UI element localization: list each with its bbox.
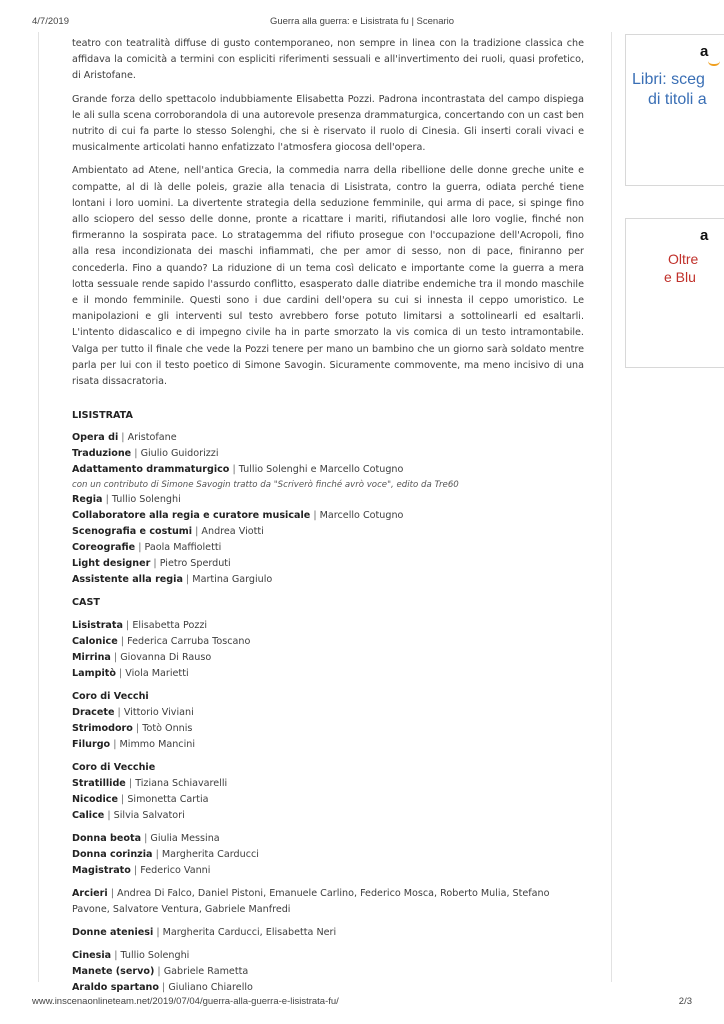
right-divider: [611, 32, 612, 982]
credit-line: Coreografie | Paola Maffioletti: [72, 542, 222, 554]
cast-role: Nicodice: [72, 794, 118, 806]
print-date: 4/7/2019: [32, 16, 69, 27]
cast-line: Cinesia | Tullio Solenghi: [72, 950, 190, 962]
sidebar-ad-books[interactable]: [625, 34, 724, 186]
ad-text: Libri: sceg: [632, 71, 705, 88]
coro-vecchie-group: [72, 760, 584, 824]
credit-name: Aristofane: [127, 432, 177, 444]
credit-line: Scenografia e costumi | Andrea Viotti: [72, 526, 264, 538]
credit-name: Paola Maffioletti: [144, 542, 222, 554]
left-divider: [38, 32, 39, 982]
cast-role: Calonice: [72, 636, 118, 648]
amazon-smile-icon: [708, 61, 720, 66]
cast-others-group: [72, 831, 584, 879]
cast-role: Filurgo: [72, 739, 111, 751]
print-title: Guerra alla guerra: e Lisistrata fu | Scenario: [269, 16, 455, 27]
coro-vecchi-group: [72, 689, 584, 753]
credit-line: Light designer | Pietro Sperduti: [72, 558, 231, 570]
coro-vecchie-title: Coro di Vecchie: [72, 762, 156, 774]
cast-name: Margherita Carducci: [161, 849, 259, 861]
cast-name: Tullio Solenghi: [120, 950, 190, 962]
cast-main-group: [72, 618, 584, 682]
credits-heading: LISISTRATA: [72, 410, 133, 422]
cast-role: Dracete: [72, 707, 115, 719]
cast-role: Stratillide: [72, 778, 126, 790]
cast-role: Manete (servo): [72, 966, 155, 978]
cast-role: Araldo spartano: [72, 982, 159, 994]
credit-role: Adattamento drammaturgico: [72, 464, 230, 476]
cast-line: Magistrato | Federico Vanni: [72, 865, 211, 877]
print-header: [0, 0, 724, 30]
cast-name: Giuliano Chiarello: [168, 982, 253, 994]
credit-line: Adattamento drammaturgico | Tullio Solenghi e Marcello Cotugno: [72, 464, 404, 476]
credit-role: Light designer: [72, 558, 151, 570]
ad-text: e Blu: [664, 269, 696, 285]
sidebar-ad-bluray[interactable]: [625, 218, 724, 368]
credit-role: Traduzione: [72, 448, 132, 460]
cast-role: Arcieri: [72, 888, 108, 900]
cast-name: Simonetta Cartia: [127, 794, 209, 806]
article-paragraph: teatro con teatralità diffuse di gusto contemporaneo, non sempre in linea con la tradizione classica che affidava la comicità a termini con espliciti riferimenti sessuali e all'invertimento dei ruoli, quasi profetico, di Aristofane.: [72, 38, 584, 82]
cast-group: [72, 595, 584, 611]
cast-line: Araldo spartano | Giuliano Chiarello: [72, 982, 253, 994]
credit-name: Andrea Viotti: [201, 526, 264, 538]
credits-group: [72, 430, 584, 588]
cast-line: Lisistrata | Elisabetta Pozzi: [72, 620, 208, 632]
ad-text: Oltre: [668, 251, 699, 267]
credit-line: Opera di | Aristofane: [72, 432, 177, 444]
credit-role: Opera di: [72, 432, 119, 444]
cast-name: Elisabetta Pozzi: [132, 620, 208, 632]
print-url: www.inscenaonlineteam.net/2019/07/04/guerra-alla-guerra-e-lisistrata-fu/: [32, 996, 339, 1007]
cast-role: Lampitò: [72, 668, 116, 680]
article-paragraph: Ambientato ad Atene, nell'antica Grecia, la commedia narra della ribellione delle donne greche unite e compatte, al di là delle poleis, grazie alla tenacia di Lisistrata, contro la guerra, odiata perché tiene lontani i loro uomini. La divertente strategia della seduzione femminile, qui arma di pace, si spinge fino allo sciopero del sesso delle donne, pronte a ricattare i mariti, rifiutandosi alle loro voglie, finché non firmeranno la sospirata pace. Lo stratagemma del rifiuto prosegue con l'occupazione dell'Acropoli, fino alla resa incondizionata dei maschi infiammati, che per amor di sesso, non di pace, finiranno per concederla. Fino a quando? La riduzione di un tema così delicato e importante come la guerra a mera lotta sessuale rende sapido l'assurdo conflitto, esasperato dalle diatribe endemiche tra il mondo maschile e il mondo femminile. Questi sono i due cardini dell'opera su cui si innesta il ceppo umoristico. Le manipolazioni e gli interventi sul testo avrebbero forse potuto limitarsi a sottolinearli ed esaltarli. L'intento didascalico e di impegno civile ha in parte smorzato la vis comica di un testo intramontabile. Valga per tutto il finale che vede la Pozzi tenere per mano un bambino che un giorno sarà soldato mentre parla per lui con il testo poetico di Simone Savogin. Sicuramente commovente, ma meno incisivo di una risata dissacratoria.: [72, 165, 584, 388]
cast-name: Giulia Messina: [150, 833, 220, 845]
cast-name: Vittorio Viviani: [123, 707, 194, 719]
cast-name: Andrea Di Falco, Daniel Pistoni, Emanuele Carlino, Federico Mosca, Roberto Mulia, Stefano Pavone, Salvatore Ventura, Gabriele Manfredi: [72, 888, 550, 916]
cast-role: Magistrato: [72, 865, 131, 877]
cast-name: Federica Carruba Toscano: [127, 636, 251, 648]
cast-role: Strimodoro: [72, 723, 133, 735]
cast-line: Filurgo | Mimmo Mancini: [72, 739, 195, 751]
article-paragraph: Grande forza dello spettacolo indubbiamente Elisabetta Pozzi. Padrona incontrastata del campo dispiega le ali sulla scena corroborandola di una autorevole presenza drammaturgica, concertando con un cast ben nutrito di cui fa parte lo stesso Solenghi, che si è riservato il ruolo di Cinesia. Gli inserti corali vivaci e musicalmente articolati hanno enfatizzato l'atmosfera giocosa dell'opera.: [72, 93, 585, 154]
credit-role: Coreografie: [72, 542, 136, 554]
cast-name: Federico Vanni: [140, 865, 211, 877]
cast-line: Arcieri | Andrea Di Falco, Daniel Pistoni, Emanuele Carlino, Federico Mosca, Roberto Mulia, Stefano Pavone, Salvatore Ventura, Gabriele Manfredi: [72, 888, 550, 916]
amazon-logo-icon: a: [700, 43, 709, 60]
amazon-logo-icon: a: [700, 227, 709, 244]
cast-name: Tiziana Schiavarelli: [135, 778, 228, 790]
credit-note: con un contributo di Simone Savogin tratto da "Scriverò finché avrò voce", edito da Tre60: [72, 480, 459, 491]
cast-line: Nicodice | Simonetta Cartia: [72, 794, 209, 806]
credit-name: Giulio Guidorizzi: [140, 448, 219, 460]
cast-name: Mimmo Mancini: [119, 739, 195, 751]
credit-name: Tullio Solenghi e Marcello Cotugno: [238, 464, 404, 476]
credit-name: Martina Gargiulo: [192, 574, 273, 586]
cast-role: Lisistrata: [72, 620, 123, 632]
print-footer: [0, 990, 724, 1014]
ad-text: di titoli a: [648, 91, 707, 108]
donne-ateniesi-group: [72, 925, 584, 941]
cast-name: Margherita Carducci, Elisabetta Neri: [162, 927, 337, 939]
credits-section: [72, 408, 584, 996]
credit-name: Pietro Sperduti: [159, 558, 231, 570]
cast-line: Donna corinzia | Margherita Carducci: [72, 849, 259, 861]
cast-line: Lampitò | Viola Marietti: [72, 668, 189, 680]
cast-name: Totò Onnis: [142, 723, 193, 735]
cast-line: Calonice | Federica Carruba Toscano: [72, 636, 251, 648]
credit-line: Traduzione | Giulio Guidorizzi: [72, 448, 219, 460]
credit-role: Regia: [72, 494, 103, 506]
credit-role: Scenografia e costumi: [72, 526, 193, 538]
cast-line: Strimodoro | Totò Onnis: [72, 723, 193, 735]
cast-line: Donna beota | Giulia Messina: [72, 833, 220, 845]
cast-heading: CAST: [72, 597, 100, 609]
credit-role: Collaboratore alla regia e curatore musicale: [72, 510, 311, 522]
cast-role: Mirrina: [72, 652, 111, 664]
cast-role: Cinesia: [72, 950, 112, 962]
page-number: 2/3: [678, 996, 692, 1007]
cast-role: Calice: [72, 810, 105, 822]
cast-line: Stratillide | Tiziana Schiavarelli: [72, 778, 228, 790]
credit-line: Regia | Tullio Solenghi: [72, 494, 181, 506]
cast-line: Manete (servo) | Gabriele Rametta: [72, 966, 249, 978]
credit-line: Assistente alla regia | Martina Gargiulo: [72, 574, 273, 586]
arcieri-group: [72, 886, 584, 918]
cast-name: Viola Marietti: [125, 668, 189, 680]
cast-name: Gabriele Rametta: [163, 966, 249, 978]
cast-name: Silvia Salvatori: [113, 810, 185, 822]
credit-name: Tullio Solenghi: [111, 494, 181, 506]
cast-line: Dracete | Vittorio Viviani: [72, 707, 194, 719]
cast-line: Calice | Silvia Salvatori: [72, 810, 185, 822]
cast-line: Donne ateniesi | Margherita Carducci, Elisabetta Neri: [72, 927, 337, 939]
cast-role: Donne ateniesi: [72, 927, 154, 939]
cast-name: Giovanna Di Rauso: [120, 652, 212, 664]
credit-role: Assistente alla regia: [72, 574, 183, 586]
article-body: [72, 36, 584, 1003]
credit-name: Marcello Cotugno: [319, 510, 404, 522]
cast-role: Donna beota: [72, 833, 142, 845]
coro-vecchi-title: Coro di Vecchi: [72, 691, 149, 703]
cast-line: Mirrina | Giovanna Di Rauso: [72, 652, 212, 664]
cast-role: Donna corinzia: [72, 849, 153, 861]
credit-line: Collaboratore alla regia e curatore musicale | Marcello Cotugno: [72, 510, 404, 522]
